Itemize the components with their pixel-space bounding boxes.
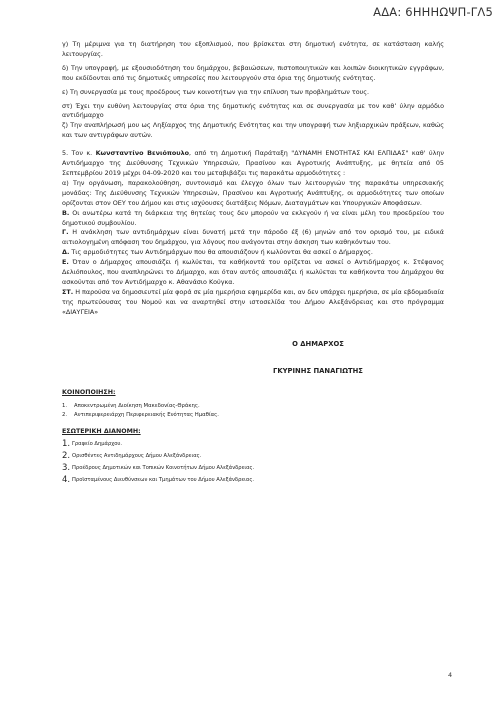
list-item-text: Προϊσταμένους Διευθύνσεων και Τμημάτων του Δήμου Αλεξάνδρειας. bbox=[72, 476, 255, 483]
ada-code: ΑΔΑ: 6ΗΗΗΩΨΠ-ΓΛ5 bbox=[373, 5, 493, 19]
paragraph-5-prefix: 5. Τον κ. bbox=[62, 149, 96, 158]
deputy-mayor-name: Κωνσταντίνο Βενιόπουλο bbox=[95, 149, 190, 158]
list-item bbox=[62, 411, 444, 420]
clause-g bbox=[62, 228, 444, 248]
koinopoiisi-heading: ΚΟΙΝΟΠΟΙΗΣΗ: bbox=[62, 389, 116, 397]
clause-d bbox=[62, 248, 444, 258]
clause-e bbox=[62, 258, 444, 288]
list-item-number: 4. bbox=[62, 474, 71, 485]
list-item-number: 2. bbox=[62, 451, 71, 462]
list-item bbox=[62, 475, 444, 487]
list-item-z: ζ) Την αναπλήρωσή μου ως Ληξίαρχος της Δημοτικής Ενότητας και την υπογραφή των ληξιαρχικών πράξεων, καθώς και των αντιγράφων αυτών. bbox=[62, 121, 444, 140]
clause-mark: Ε. bbox=[62, 258, 69, 267]
list-item-e: ε) Τη συνεργασία με τους προέδρους των κοινοτήτων για την επίλυση των προβλημάτων τους. bbox=[62, 87, 370, 96]
list-item bbox=[62, 451, 444, 463]
clause-text: Η παρούσα να δημοσιευτεί μία φορά σε μία ημερήσια εφημερίδα και, αν δεν υπάρχει ημερήσια, σε μία εβδομαδιαία της πρωτεύουσας του Νομού και να αναρτηθεί στην ιστοσελίδα του Δήμου Αλεξάνδρειας και στο πρόγραμμα «ΔΙΑΥΓΕΙΑ» bbox=[62, 287, 444, 316]
signature-role: Ο ΔΗΜΑΡΧΟΣ bbox=[292, 339, 344, 348]
paragraph-5 bbox=[62, 149, 444, 179]
clause-mark: Γ. bbox=[62, 228, 69, 237]
list-item bbox=[62, 463, 444, 475]
page-number: 4 bbox=[448, 671, 453, 679]
paragraph-5-a: α) Την οργάνωση, παρακολούθηση, συντονισμό και έλεγχο όλων των λειτουργιών της παρακάτω υπηρεσιακής μονάδας: Της Διεύθυνσης Τεχνικών Υπηρεσιών, Πρασίνου και Αγροτικής Ανάπτυξης, οι αρμοδιότητες των οποίων ορίζονται στον ΟΕΥ του Δήμου και στις ισχύουσες διατάξεις Νόμων, Διαταγμάτων και Υπουργικών Αποφάσεων. bbox=[62, 178, 444, 207]
clause-b bbox=[62, 209, 444, 229]
clause-text: Οι ανωτέρω κατά τη διάρκεια της θητείας τους δεν μπορούν να εκλεγούν ή να είναι μέλη του προεδρείου του δημοτικού συμβουλίου. bbox=[62, 208, 444, 227]
list-item-text: Αποκεντρωμένη Διοίκηση Μακεδονίας-Θράκης. bbox=[74, 403, 200, 410]
paragraph-5-text: , από τη Δημοτική Παράταξη "ΔΥΝΑΜΗ ΕΝΟΤΗΤΑΣ ΚΑΙ ΕΛΠΙΔΑΣ" καθ' ύλην Αντιδήμαρχο της Διεύθυνσης Τεχνικών Υπηρεσιών, Πρασίνου και Αγροτικής Ανάπτυξης, με θητεία από 05 Σεπτεμβρίου 2019 μέχρι 04-09-2020 και του μεταβιβάζει τις παρακάτω αρμοδιότητες : bbox=[62, 149, 444, 177]
list-item-number: 2. bbox=[62, 411, 68, 418]
signature-name: ΓΚΥΡΙΝΗΣ ΠΑΝΑΓΙΩΤΗΣ bbox=[273, 367, 363, 376]
clause-text: Όταν ο Δήμαρχος απουσιάζει ή κωλύεται, τα καθήκοντά του ορίζεται να ασκεί ο Αντιδήμαρχος κ. Στέφανος Δελιόπουλος, που αναπληρώνει το Δήμαρχο, και όταν αυτός απουσιάζει ή κωλύεται τα καθήκοντα του Δημάρχου θα ασκούνται από τον Αντιδήμαρχο κ. Αθανάσιο Κούγκα. bbox=[62, 258, 444, 286]
list-item-st: στ) Έχει την ευθύνη λειτουργίας στα όρια της δημοτικής ενότητας και σε συνεργασία με τον καθ’ ύλην αρμόδιο αντιδήμαρχο bbox=[62, 101, 444, 120]
list-item-text: Προέδρους Δημοτικών και Τοπικών Κοινοτήτων Δήμου Αλεξάνδρειας. bbox=[72, 464, 255, 471]
list-item-d: δ) Την υπογραφή, με εξουσιοδότηση του δημάρχου, βεβαιώσεων, πιστοποιητικών και λοιπών διοικητικών εγγράφων, που εκδίδονται από τις δημοτικές υπηρεσίες που λειτουργούν στα όρια της δημοτικής ενότητας. bbox=[62, 63, 444, 82]
clause-mark: ΣΤ. bbox=[62, 287, 74, 296]
list-item bbox=[62, 402, 444, 411]
clause-st bbox=[62, 288, 444, 318]
list-item-g: γ) Τη μέριμνα για τη διατήρηση του εξοπλισμού, που βρίσκεται στη δημοτική ενότητα, σε κατάσταση καλής λειτουργίας. bbox=[62, 40, 444, 58]
list-item bbox=[62, 439, 444, 451]
list-item-text: Ορισθέντες Αντιδημάρχους Δήμου Αλεξάνδρειας. bbox=[72, 453, 202, 460]
clause-text: Τις αρμοδιότητες των Αντιδημάρχων που θα απουσιάζουν ή κωλύονται θα ασκεί ο Δήμαρχος. bbox=[69, 248, 373, 257]
document-body bbox=[62, 40, 444, 487]
list-item-text: Αντιπεριφερειάρχη Περιφερειακής Ενότητας Ημαθίας. bbox=[74, 411, 219, 418]
clause-mark: Δ. bbox=[62, 248, 70, 257]
list-item-text: Γραφείο Δημάρχου. bbox=[72, 441, 123, 448]
list-item-number: 1. bbox=[62, 439, 71, 450]
koinopoiisi-list bbox=[62, 402, 444, 419]
dianomi-heading: ΕΣΩΤΕΡΙΚΗ ΔΙΑΝΟΜΗ: bbox=[62, 428, 141, 436]
clause-text: Η ανάκληση των αντιδημάρχων είναι δυνατή μετά την πάροδο έξ (6) μηνών από τον ορισμό του, με ειδικά αιτιολογημένη απόφαση του δημάρχου, για λόγους που ανάγονται στην άσκηση των καθηκόντων του. bbox=[62, 228, 444, 247]
list-item-number: 1. bbox=[62, 403, 68, 410]
list-item-number: 3. bbox=[62, 462, 71, 473]
dianomi-list bbox=[62, 439, 444, 486]
clause-mark: Β. bbox=[62, 208, 70, 217]
